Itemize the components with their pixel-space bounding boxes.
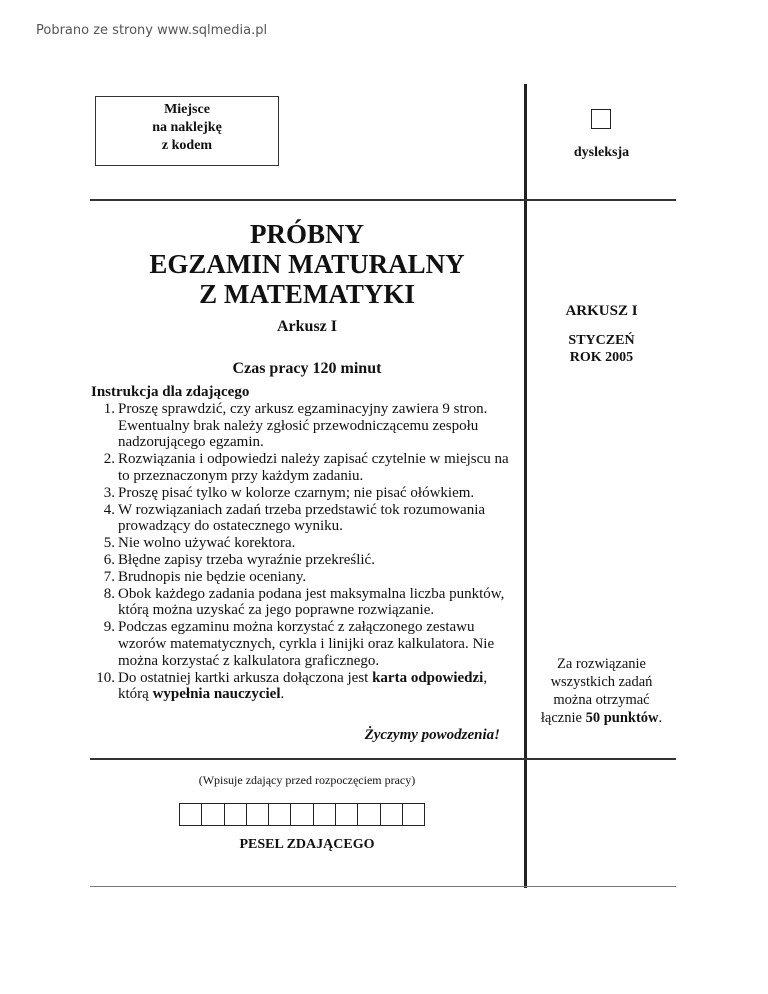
points-line: Za rozwiązanie <box>557 656 646 672</box>
header-divider <box>90 199 676 201</box>
pesel-instruction: (Wpisuje zdający przed rozpoczęciem pracy) <box>198 773 416 787</box>
instruction-item <box>91 619 516 669</box>
pesel-label: PESEL ZDAJĄCEGO <box>239 837 375 852</box>
instruction-text: Obok każdego zadania podana jest maksymalna liczba punktów, którą można uzyskać za jego poprawne rozwiązanie. <box>118 585 505 619</box>
exam-month: STYCZEŃ <box>568 333 635 348</box>
bottom-divider <box>90 886 676 887</box>
instruction-text: Proszę sprawdzić, czy arkusz egzaminacyjny zawiera 9 stron. Ewentualny brak należy zgłosić przewodniczącemu zespołu nadzorującego egzamin. <box>118 400 488 451</box>
column-divider <box>524 84 527 888</box>
barcode-sticker-area <box>95 96 279 166</box>
instructions-section <box>91 384 516 703</box>
source-watermark: Pobrano ze strony www.sqlmedia.pl <box>36 23 268 38</box>
title-line: PRÓBNY <box>250 219 364 249</box>
pesel-digit-cell[interactable] <box>224 803 247 826</box>
instructions-heading: Instrukcja dla zdającego <box>91 384 250 400</box>
instruction-number: 7. <box>103 568 115 585</box>
instruction-emphasis: karta odpowiedzi <box>372 669 484 686</box>
instruction-number: 9. <box>103 619 115 636</box>
points-prefix: łącznie <box>540 710 586 726</box>
instruction-text: Błędne zapisy trzeba wyraźnie przekreślić. <box>118 551 375 568</box>
exam-subtitle: Arkusz I <box>276 318 337 335</box>
pesel-digit-cell[interactable] <box>290 803 313 826</box>
points-info <box>527 655 676 727</box>
instruction-item <box>91 502 516 536</box>
sticker-line: na naklejkę <box>152 120 222 135</box>
dyslexia-checkbox[interactable] <box>591 109 611 129</box>
instruction-item <box>91 552 516 569</box>
instruction-item <box>91 670 516 704</box>
exam-date <box>527 332 676 366</box>
good-luck-message: Życzymy powodzenia! <box>364 727 500 743</box>
pesel-digit-cell[interactable] <box>335 803 358 826</box>
points-total: 50 punktów <box>585 710 659 726</box>
instruction-item <box>91 569 516 586</box>
instruction-item <box>91 485 516 502</box>
instruction-number: 8. <box>103 585 115 602</box>
instruction-item <box>91 586 516 620</box>
pesel-digit-cell[interactable] <box>246 803 269 826</box>
instruction-text: Do ostatniej kartki arkusza dołączona jest <box>118 669 373 686</box>
instruction-text: Podczas egzaminu można korzystać z załączonego zestawu wzorów matematycznych, cyrkla i linijki oraz kalkulatora. Nie można korzystać z kalkulatora graficznego. <box>118 619 495 669</box>
instruction-number: 1. <box>103 400 115 417</box>
instruction-number: 3. <box>103 484 115 501</box>
instruction-text: Proszę pisać tylko w kolorze czarnym; nie pisać ołówkiem. <box>118 484 475 501</box>
points-suffix: . <box>658 710 663 726</box>
instruction-emphasis: wypełnia nauczyciel <box>152 686 281 703</box>
title-line: Z MATEMATYKI <box>199 279 415 309</box>
instruction-text: Rozwiązania i odpowiedzi należy zapisać czytelnie w miejscu na to przeznaczonym przy każdym zadaniu. <box>118 451 509 484</box>
title-line: EGZAMIN MATURALNY <box>149 249 465 279</box>
instruction-text: . <box>280 686 285 703</box>
sheet-label: ARKUSZ I <box>565 303 638 319</box>
instruction-text: W rozwiązaniach zadań trzeba przedstawić tok rozumowania prowadzący do ostatecznego wyniku. <box>118 501 486 535</box>
instruction-number: 2. <box>103 451 115 468</box>
instruction-number: 5. <box>103 535 115 552</box>
pesel-digit-cell[interactable] <box>402 803 425 826</box>
points-line <box>527 709 676 727</box>
pesel-digit-cell[interactable] <box>313 803 336 826</box>
points-line: można otrzymać <box>553 692 650 708</box>
instruction-item <box>91 535 516 552</box>
instruction-item <box>91 401 516 451</box>
exam-year: ROK 2005 <box>569 350 634 365</box>
sticker-line: z kodem <box>161 138 213 153</box>
sticker-line: Miejsce <box>164 102 210 117</box>
pesel-input-grid[interactable] <box>180 803 425 826</box>
instruction-number: 6. <box>103 551 115 568</box>
instructions-list <box>91 401 516 703</box>
instruction-item <box>91 451 516 485</box>
dyslexia-label: dysleksja <box>573 145 630 160</box>
instruction-text: Nie wolno używać korektora. <box>118 535 296 552</box>
pesel-digit-cell[interactable] <box>179 803 202 826</box>
exam-title <box>90 219 524 309</box>
pesel-digit-cell[interactable] <box>268 803 291 826</box>
points-line: wszystkich zadań <box>550 674 653 690</box>
pesel-digit-cell[interactable] <box>380 803 403 826</box>
instruction-number: 10. <box>96 669 115 686</box>
pesel-digit-cell[interactable] <box>357 803 380 826</box>
pesel-digit-cell[interactable] <box>201 803 224 826</box>
footer-divider <box>90 758 676 760</box>
instruction-text: Brudnopis nie będzie oceniany. <box>118 568 307 585</box>
exam-time: Czas pracy 120 minut <box>232 360 382 377</box>
instruction-number: 4. <box>103 501 115 518</box>
instruction-text: , którą <box>118 669 488 703</box>
